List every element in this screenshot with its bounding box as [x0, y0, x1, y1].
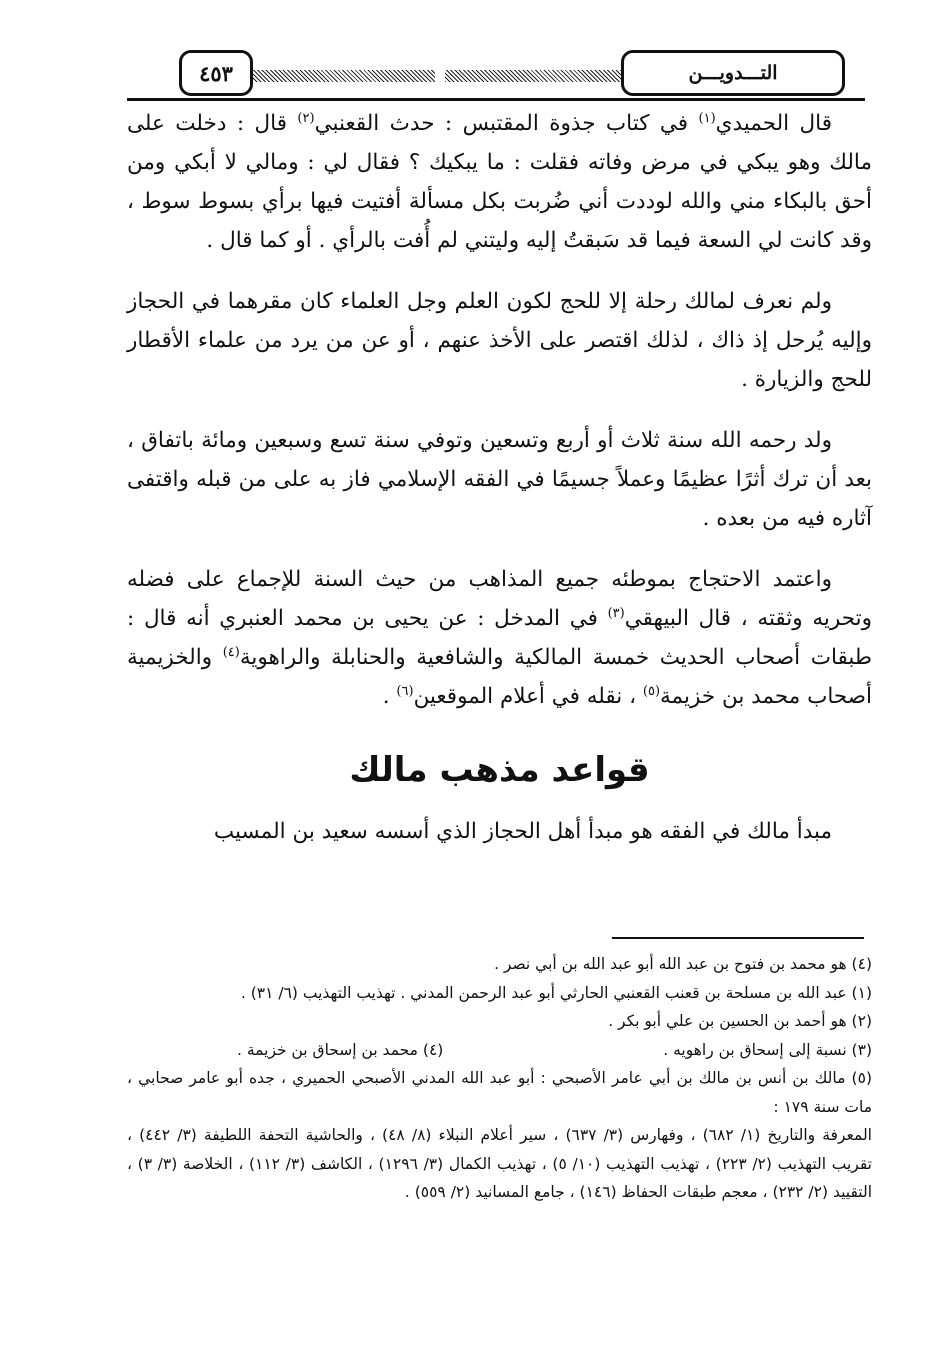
running-title: التـــدويـــن: [621, 50, 845, 96]
footnote-5: (٥) مالك بن أنس بن مالك بن أبي عامر الأصبحي : أبو عبد الله المدني الأصبحي الحميري ، جده أبو عامر صحابي ، مات سنة ١٧٩ :: [127, 1069, 872, 1116]
paragraph-2: ولم نعرف لمالك رحلة إلا للحج لكون العلم وجل العلماء كان مقرهما في الحجاز وإليه يُرحل إذ ذاك ، لذلك اقتصر على الأخذ عنهم ، أو عن من يرد من علماء الأقطار للحج والزيارة .: [127, 289, 872, 392]
footnote-5-references: المعرفة والتاريخ (١/ ٦٨٢) ، وفهارس (٣/ ٦٣٧) ، سير أعلام النبلاء (٨/ ٤٨) ، والحاشية التحفة اللطيفة (٣/ ٤٤٢) ، تقريب التهذيب (٢/ ٢٢٣) ، تهذيب التهذيب (١٠/ ٥) ، تهذيب الكمال (٣/ ١٢٩٦) ، الكاشف (٣/ ١١٢) ، الخلاصة (٣/ ٣) ، التقييد (٢/ ٢٣٢) ، معجم طبقات الحفاظ (١٤٦) ، جامع المسانيد (٢/ ٥٥٩) .: [127, 1126, 872, 1201]
footnote-2: (٢) هو أحمد بن الحسين بن علي أبو بكر .: [608, 1012, 872, 1030]
footnotes-3-4: [127, 1036, 872, 1065]
footnote-separator: [612, 937, 864, 939]
footnote-marker: (٢): [297, 110, 315, 126]
footnote-carryover: (٤) هو محمد بن فتوح بن عبد الله أبو عبد الله بن أبي نصر .: [494, 955, 872, 973]
main-text: [127, 104, 872, 873]
footnote-3: (٣) نسبة إلى إسحاق بن راهويه .: [663, 1040, 872, 1059]
paragraph-1: قال الحميدي$^{(١)}$ في كتاب جذوة المقتبس : حدث القعنبي$^{(٢)}$ قال : دخلت على مالك وهو يبكي في مرض وفاته فقلت : ما يبكيك ؟ فقال لي : ومالي لا أبكي ومن أحق بالبكاء مني والله لوددت أني ضُربت بكل مسألة أفتيت فيها برأي بسوط سوط ، وقد كانت لي السعة فيما قد سَبقتُ إليه وليتني لم أُفت بالرأي . أو كما قال .: [127, 110, 872, 253]
section-heading: قواعد مذهب مالك: [349, 750, 650, 790]
paragraph-3: ولد رحمه الله سنة ثلاث أو أربع وتسعين وتوفي سنة تسع وسبعين ومائة باتفاق ، بعد أن ترك أثرًا عظيمًا وعملاً جسيمًا في الفقه الإسلامي فاز به على من قبله واقتفى آثاره فيه من بعده .: [127, 428, 872, 531]
header-hatch-left: [235, 70, 435, 82]
footnote-marker: (٤): [222, 644, 240, 660]
footnote-1: (١) عبد الله بن مسلحة بن قعنب القعنبي الحارثي أبو عبد الرحمن المدني . تهذيب التهذيب (٦/ ٣١) .: [240, 983, 872, 1002]
paragraph-after-heading: مبدأ مالك في الفقه هو مبدأ أهل الحجاز الذي أسسه سعيد بن المسيب: [213, 819, 832, 844]
footnote-marker: (٥): [642, 683, 661, 699]
header-rule: [127, 98, 865, 101]
page-header: [127, 44, 865, 94]
footnote-4: (٤) محمد بن إسحاق بن خزيمة .: [237, 1040, 444, 1059]
footnote-marker: (٣): [607, 605, 625, 621]
header-hatch-middle: [445, 70, 625, 82]
footnote-marker: (٦): [396, 683, 414, 699]
footnotes: [127, 950, 872, 1207]
page-number: ٤٥٣: [179, 50, 253, 96]
footnote-marker: (١): [698, 110, 716, 126]
paragraph-4: واعتمد الاحتجاج بموطئه جميع المذاهب من حيث السنة للإجماع على فضله وتحريه وثقته ، قال البيهقي$^{(٣)}$ في المدخل : عن يحيى بن محمد العنبري أنه قال : طبقات أصحاب الحديث خمسة المالكية والشافعية والحنابلة والراهوية$^{(٤)}$ والخزيمية أصحاب محمد بن خزيمة$^{(٥)}$ ، نقله في أعلام الموقعين$^{(٦)}$ .: [127, 567, 872, 709]
